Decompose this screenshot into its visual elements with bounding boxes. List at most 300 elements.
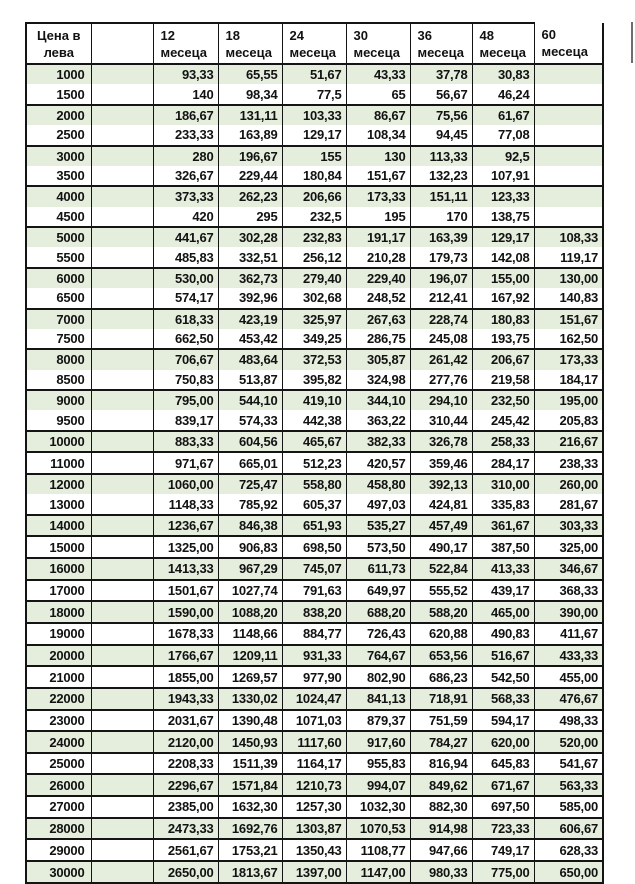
value-cell-36m[interactable]: 784,27 [410,731,472,753]
spacer-cell[interactable] [91,410,153,430]
value-cell-18m[interactable]: 1813,67 [218,861,282,883]
spacer-cell[interactable] [91,166,153,186]
header-month-12[interactable] [153,23,218,64]
value-cell-36m[interactable]: 310,44 [410,410,472,430]
price-cell[interactable]: 11000 [26,452,91,474]
value-cell-60m[interactable]: 390,00 [534,601,603,623]
value-cell-30m[interactable]: 86,67 [346,105,410,125]
value-cell-18m[interactable]: 725,47 [218,474,282,494]
value-cell-60m[interactable] [534,146,603,166]
value-cell-24m[interactable]: 442,38 [282,410,346,430]
value-cell-12m[interactable]: 1060,00 [153,474,218,494]
value-cell-36m[interactable]: 151,11 [410,186,472,206]
value-cell-18m[interactable]: 453,42 [218,329,282,349]
header-price-column[interactable] [26,23,91,64]
spacer-cell[interactable] [91,536,153,558]
value-cell-12m[interactable]: 706,67 [153,349,218,369]
value-cell-36m[interactable]: 228,74 [410,309,472,329]
value-cell-48m[interactable]: 232,50 [472,390,534,410]
value-cell-18m[interactable]: 1692,76 [218,818,282,840]
value-cell-36m[interactable]: 849,62 [410,774,472,796]
price-cell[interactable]: 1000 [26,64,91,84]
value-cell-24m[interactable]: 180,84 [282,166,346,186]
value-cell-12m[interactable]: 93,33 [153,64,218,84]
price-cell[interactable]: 2000 [26,105,91,125]
price-cell[interactable]: 8500 [26,370,91,390]
value-cell-60m[interactable]: 476,67 [534,688,603,710]
value-cell-24m[interactable]: 256,12 [282,247,346,267]
value-cell-12m[interactable]: 839,17 [153,410,218,430]
value-cell-12m[interactable]: 1501,67 [153,580,218,602]
value-cell-60m[interactable] [534,166,603,186]
price-cell[interactable]: 5500 [26,247,91,267]
price-cell[interactable]: 7000 [26,309,91,329]
value-cell-18m[interactable]: 1632,30 [218,796,282,818]
value-cell-18m[interactable]: 196,67 [218,146,282,166]
value-cell-48m[interactable]: 413,33 [472,558,534,580]
value-cell-12m[interactable]: 574,17 [153,288,218,308]
price-cell[interactable]: 3500 [26,166,91,186]
spacer-cell[interactable] [91,186,153,206]
value-cell-24m[interactable]: 605,37 [282,494,346,514]
value-cell-30m[interactable]: 458,80 [346,474,410,494]
value-cell-60m[interactable]: 216,67 [534,431,603,453]
spacer-cell[interactable] [91,601,153,623]
price-cell[interactable]: 1500 [26,84,91,104]
value-cell-12m[interactable]: 280 [153,146,218,166]
value-cell-60m[interactable]: 585,00 [534,796,603,818]
value-cell-60m[interactable]: 151,67 [534,309,603,329]
spacer-cell[interactable] [91,84,153,104]
price-cell[interactable]: 24000 [26,731,91,753]
value-cell-12m[interactable]: 441,67 [153,227,218,247]
value-cell-24m[interactable]: 1071,03 [282,710,346,732]
spacer-cell[interactable] [91,105,153,125]
value-cell-36m[interactable]: 947,66 [410,839,472,861]
value-cell-12m[interactable]: 1590,00 [153,601,218,623]
price-cell[interactable]: 7500 [26,329,91,349]
value-cell-36m[interactable]: 490,17 [410,536,472,558]
value-cell-60m[interactable]: 303,33 [534,515,603,537]
value-cell-48m[interactable]: 723,33 [472,818,534,840]
value-cell-18m[interactable]: 423,19 [218,309,282,329]
value-cell-24m[interactable]: 103,33 [282,105,346,125]
spacer-cell[interactable] [91,452,153,474]
value-cell-30m[interactable]: 65 [346,84,410,104]
value-cell-12m[interactable]: 2296,67 [153,774,218,796]
value-cell-12m[interactable]: 326,67 [153,166,218,186]
value-cell-12m[interactable]: 1325,00 [153,536,218,558]
value-cell-36m[interactable]: 56,67 [410,84,472,104]
value-cell-48m[interactable]: 219,58 [472,370,534,390]
value-cell-24m[interactable]: 884,77 [282,623,346,645]
header-empty-cell[interactable] [91,23,153,64]
value-cell-36m[interactable]: 294,10 [410,390,472,410]
price-cell[interactable]: 15000 [26,536,91,558]
spacer-cell[interactable] [91,247,153,267]
value-cell-30m[interactable]: 344,10 [346,390,410,410]
value-cell-30m[interactable]: 688,20 [346,601,410,623]
value-cell-18m[interactable]: 262,23 [218,186,282,206]
value-cell-12m[interactable]: 530,00 [153,268,218,288]
value-cell-18m[interactable]: 1088,20 [218,601,282,623]
spacer-cell[interactable] [91,288,153,308]
value-cell-36m[interactable]: 980,33 [410,861,472,883]
value-cell-18m[interactable]: 906,83 [218,536,282,558]
value-cell-24m[interactable]: 325,97 [282,309,346,329]
value-cell-24m[interactable]: 302,68 [282,288,346,308]
value-cell-48m[interactable]: 490,83 [472,623,534,645]
value-cell-24m[interactable]: 465,67 [282,431,346,453]
value-cell-12m[interactable]: 485,83 [153,247,218,267]
value-cell-30m[interactable]: 535,27 [346,515,410,537]
value-cell-30m[interactable]: 191,17 [346,227,410,247]
price-cell[interactable]: 22000 [26,688,91,710]
value-cell-36m[interactable]: 359,46 [410,452,472,474]
value-cell-24m[interactable]: 206,66 [282,186,346,206]
value-cell-60m[interactable] [534,125,603,145]
value-cell-12m[interactable]: 750,83 [153,370,218,390]
price-cell[interactable]: 14000 [26,515,91,537]
value-cell-24m[interactable]: 1164,17 [282,753,346,775]
value-cell-12m[interactable]: 1678,33 [153,623,218,645]
value-cell-48m[interactable]: 439,17 [472,580,534,602]
value-cell-48m[interactable]: 258,33 [472,431,534,453]
value-cell-36m[interactable]: 170 [410,207,472,227]
value-cell-30m[interactable]: 611,73 [346,558,410,580]
value-cell-60m[interactable]: 325,00 [534,536,603,558]
value-cell-30m[interactable]: 382,33 [346,431,410,453]
value-cell-30m[interactable]: 573,50 [346,536,410,558]
value-cell-18m[interactable]: 1148,66 [218,623,282,645]
header-month-48[interactable] [472,23,534,64]
spacer-cell[interactable] [91,796,153,818]
spacer-cell[interactable] [91,645,153,667]
value-cell-48m[interactable]: 30,83 [472,64,534,84]
value-cell-18m[interactable]: 302,28 [218,227,282,247]
value-cell-12m[interactable]: 420 [153,207,218,227]
value-cell-48m[interactable]: 46,24 [472,84,534,104]
value-cell-24m[interactable]: 1350,43 [282,839,346,861]
value-cell-36m[interactable]: 555,52 [410,580,472,602]
value-cell-36m[interactable]: 196,07 [410,268,472,288]
value-cell-36m[interactable]: 37,78 [410,64,472,84]
value-cell-60m[interactable]: 130,00 [534,268,603,288]
spacer-cell[interactable] [91,494,153,514]
value-cell-12m[interactable]: 2120,00 [153,731,218,753]
value-cell-24m[interactable]: 395,82 [282,370,346,390]
value-cell-30m[interactable]: 151,67 [346,166,410,186]
price-cell[interactable]: 9000 [26,390,91,410]
value-cell-60m[interactable]: 238,33 [534,452,603,474]
spacer-cell[interactable] [91,207,153,227]
value-cell-18m[interactable]: 846,38 [218,515,282,537]
value-cell-24m[interactable]: 51,67 [282,64,346,84]
value-cell-48m[interactable]: 284,17 [472,452,534,474]
header-month-36[interactable] [410,23,472,64]
value-cell-60m[interactable]: 520,00 [534,731,603,753]
value-cell-60m[interactable]: 411,67 [534,623,603,645]
price-cell[interactable]: 27000 [26,796,91,818]
spacer-cell[interactable] [91,370,153,390]
value-cell-30m[interactable]: 173,33 [346,186,410,206]
value-cell-18m[interactable]: 967,29 [218,558,282,580]
value-cell-36m[interactable]: 113,33 [410,146,472,166]
value-cell-18m[interactable]: 1209,11 [218,645,282,667]
value-cell-12m[interactable]: 1943,33 [153,688,218,710]
spacer-cell[interactable] [91,146,153,166]
value-cell-48m[interactable]: 697,50 [472,796,534,818]
value-cell-48m[interactable]: 77,08 [472,125,534,145]
value-cell-30m[interactable]: 305,87 [346,349,410,369]
value-cell-60m[interactable]: 368,33 [534,580,603,602]
value-cell-30m[interactable]: 764,67 [346,645,410,667]
price-cell[interactable]: 4500 [26,207,91,227]
spacer-cell[interactable] [91,731,153,753]
value-cell-24m[interactable]: 232,83 [282,227,346,247]
value-cell-24m[interactable]: 1210,73 [282,774,346,796]
price-cell[interactable]: 3000 [26,146,91,166]
value-cell-36m[interactable]: 212,41 [410,288,472,308]
value-cell-48m[interactable]: 107,91 [472,166,534,186]
value-cell-30m[interactable]: 420,57 [346,452,410,474]
price-cell[interactable]: 18000 [26,601,91,623]
value-cell-18m[interactable]: 1027,74 [218,580,282,602]
value-cell-12m[interactable]: 2208,33 [153,753,218,775]
value-cell-48m[interactable]: 123,33 [472,186,534,206]
value-cell-18m[interactable]: 574,33 [218,410,282,430]
price-cell[interactable]: 20000 [26,645,91,667]
value-cell-12m[interactable]: 1855,00 [153,666,218,688]
value-cell-48m[interactable]: 465,00 [472,601,534,623]
value-cell-60m[interactable]: 498,33 [534,710,603,732]
value-cell-24m[interactable]: 651,93 [282,515,346,537]
value-cell-36m[interactable]: 392,13 [410,474,472,494]
value-cell-36m[interactable]: 132,23 [410,166,472,186]
price-cell[interactable]: 29000 [26,839,91,861]
value-cell-36m[interactable]: 653,56 [410,645,472,667]
value-cell-30m[interactable]: 363,22 [346,410,410,430]
value-cell-36m[interactable]: 261,42 [410,349,472,369]
value-cell-36m[interactable]: 457,49 [410,515,472,537]
value-cell-60m[interactable]: 563,33 [534,774,603,796]
spacer-cell[interactable] [91,227,153,247]
value-cell-36m[interactable]: 522,84 [410,558,472,580]
value-cell-48m[interactable]: 129,17 [472,227,534,247]
value-cell-48m[interactable]: 542,50 [472,666,534,688]
value-cell-12m[interactable]: 971,67 [153,452,218,474]
value-cell-60m[interactable]: 541,67 [534,753,603,775]
value-cell-36m[interactable]: 94,45 [410,125,472,145]
value-cell-18m[interactable]: 295 [218,207,282,227]
value-cell-24m[interactable]: 155 [282,146,346,166]
value-cell-12m[interactable]: 2473,33 [153,818,218,840]
value-cell-30m[interactable]: 195 [346,207,410,227]
value-cell-18m[interactable]: 483,64 [218,349,282,369]
value-cell-18m[interactable]: 785,92 [218,494,282,514]
value-cell-48m[interactable]: 568,33 [472,688,534,710]
price-cell[interactable]: 10000 [26,431,91,453]
spacer-cell[interactable] [91,774,153,796]
value-cell-60m[interactable]: 650,00 [534,861,603,883]
value-cell-24m[interactable]: 698,50 [282,536,346,558]
value-cell-48m[interactable]: 155,00 [472,268,534,288]
spacer-cell[interactable] [91,329,153,349]
value-cell-36m[interactable]: 588,20 [410,601,472,623]
value-cell-18m[interactable]: 544,10 [218,390,282,410]
value-cell-60m[interactable]: 140,83 [534,288,603,308]
value-cell-48m[interactable]: 142,08 [472,247,534,267]
value-cell-48m[interactable]: 361,67 [472,515,534,537]
value-cell-18m[interactable]: 604,56 [218,431,282,453]
value-cell-12m[interactable]: 883,33 [153,431,218,453]
value-cell-12m[interactable]: 1766,67 [153,645,218,667]
value-cell-60m[interactable]: 455,00 [534,666,603,688]
spacer-cell[interactable] [91,268,153,288]
spacer-cell[interactable] [91,558,153,580]
value-cell-48m[interactable]: 749,17 [472,839,534,861]
value-cell-18m[interactable]: 392,96 [218,288,282,308]
value-cell-36m[interactable]: 277,76 [410,370,472,390]
value-cell-30m[interactable]: 1070,53 [346,818,410,840]
value-cell-48m[interactable]: 387,50 [472,536,534,558]
price-cell[interactable]: 2500 [26,125,91,145]
value-cell-12m[interactable]: 186,67 [153,105,218,125]
value-cell-30m[interactable]: 229,40 [346,268,410,288]
spacer-cell[interactable] [91,125,153,145]
value-cell-24m[interactable]: 931,33 [282,645,346,667]
value-cell-30m[interactable]: 802,90 [346,666,410,688]
value-cell-36m[interactable]: 718,91 [410,688,472,710]
value-cell-36m[interactable]: 882,30 [410,796,472,818]
value-cell-18m[interactable]: 1753,21 [218,839,282,861]
value-cell-48m[interactable]: 61,67 [472,105,534,125]
price-cell[interactable]: 6000 [26,268,91,288]
value-cell-30m[interactable]: 917,60 [346,731,410,753]
value-cell-12m[interactable]: 795,00 [153,390,218,410]
value-cell-36m[interactable]: 245,08 [410,329,472,349]
value-cell-48m[interactable]: 516,67 [472,645,534,667]
price-cell[interactable]: 12000 [26,474,91,494]
value-cell-30m[interactable]: 286,75 [346,329,410,349]
value-cell-30m[interactable]: 324,98 [346,370,410,390]
price-cell[interactable]: 30000 [26,861,91,883]
spacer-cell[interactable] [91,474,153,494]
value-cell-60m[interactable]: 433,33 [534,645,603,667]
value-cell-12m[interactable]: 2561,67 [153,839,218,861]
value-cell-60m[interactable]: 119,17 [534,247,603,267]
value-cell-18m[interactable]: 1450,93 [218,731,282,753]
value-cell-24m[interactable]: 1024,47 [282,688,346,710]
value-cell-24m[interactable]: 1303,87 [282,818,346,840]
price-cell[interactable]: 19000 [26,623,91,645]
value-cell-18m[interactable]: 131,11 [218,105,282,125]
value-cell-18m[interactable]: 229,44 [218,166,282,186]
value-cell-48m[interactable]: 138,75 [472,207,534,227]
value-cell-60m[interactable]: 205,83 [534,410,603,430]
value-cell-24m[interactable]: 349,25 [282,329,346,349]
value-cell-30m[interactable]: 1032,30 [346,796,410,818]
value-cell-60m[interactable]: 108,33 [534,227,603,247]
value-cell-24m[interactable]: 1257,30 [282,796,346,818]
value-cell-36m[interactable]: 75,56 [410,105,472,125]
value-cell-24m[interactable]: 372,53 [282,349,346,369]
price-cell[interactable]: 9500 [26,410,91,430]
value-cell-36m[interactable]: 326,78 [410,431,472,453]
value-cell-24m[interactable]: 279,40 [282,268,346,288]
spacer-cell[interactable] [91,580,153,602]
spacer-cell[interactable] [91,666,153,688]
value-cell-48m[interactable]: 620,00 [472,731,534,753]
value-cell-12m[interactable]: 1148,33 [153,494,218,514]
value-cell-24m[interactable]: 791,63 [282,580,346,602]
value-cell-12m[interactable]: 2650,00 [153,861,218,883]
price-cell[interactable]: 21000 [26,666,91,688]
spacer-cell[interactable] [91,309,153,329]
value-cell-12m[interactable]: 1413,33 [153,558,218,580]
spacer-cell[interactable] [91,839,153,861]
header-month-18[interactable] [218,23,282,64]
value-cell-12m[interactable]: 2385,00 [153,796,218,818]
value-cell-60m[interactable]: 173,33 [534,349,603,369]
value-cell-24m[interactable]: 77,5 [282,84,346,104]
value-cell-24m[interactable]: 745,07 [282,558,346,580]
price-cell[interactable]: 17000 [26,580,91,602]
value-cell-18m[interactable]: 332,51 [218,247,282,267]
value-cell-24m[interactable]: 558,80 [282,474,346,494]
value-cell-60m[interactable]: 346,67 [534,558,603,580]
price-cell[interactable]: 13000 [26,494,91,514]
value-cell-36m[interactable]: 163,39 [410,227,472,247]
value-cell-30m[interactable]: 1147,00 [346,861,410,883]
value-cell-18m[interactable]: 65,55 [218,64,282,84]
price-cell[interactable]: 4000 [26,186,91,206]
value-cell-18m[interactable]: 1390,48 [218,710,282,732]
price-cell[interactable]: 5000 [26,227,91,247]
value-cell-24m[interactable]: 419,10 [282,390,346,410]
value-cell-36m[interactable]: 424,81 [410,494,472,514]
spacer-cell[interactable] [91,64,153,84]
value-cell-12m[interactable]: 233,33 [153,125,218,145]
header-month-60[interactable] [534,23,603,64]
spacer-cell[interactable] [91,861,153,883]
spacer-cell[interactable] [91,390,153,410]
price-cell[interactable]: 16000 [26,558,91,580]
value-cell-30m[interactable]: 726,43 [346,623,410,645]
value-cell-30m[interactable]: 43,33 [346,64,410,84]
value-cell-60m[interactable]: 184,17 [534,370,603,390]
value-cell-60m[interactable]: 281,67 [534,494,603,514]
spacer-cell[interactable] [91,349,153,369]
spacer-cell[interactable] [91,515,153,537]
value-cell-30m[interactable]: 994,07 [346,774,410,796]
spacer-cell[interactable] [91,753,153,775]
value-cell-12m[interactable]: 618,33 [153,309,218,329]
value-cell-48m[interactable]: 645,83 [472,753,534,775]
price-cell[interactable]: 25000 [26,753,91,775]
value-cell-30m[interactable]: 649,97 [346,580,410,602]
value-cell-60m[interactable]: 606,67 [534,818,603,840]
value-cell-30m[interactable]: 955,83 [346,753,410,775]
value-cell-48m[interactable]: 167,92 [472,288,534,308]
value-cell-18m[interactable]: 1330,02 [218,688,282,710]
value-cell-18m[interactable]: 1511,39 [218,753,282,775]
value-cell-60m[interactable] [534,207,603,227]
value-cell-48m[interactable]: 775,00 [472,861,534,883]
value-cell-24m[interactable]: 512,23 [282,452,346,474]
value-cell-12m[interactable]: 2031,67 [153,710,218,732]
value-cell-48m[interactable]: 193,75 [472,329,534,349]
